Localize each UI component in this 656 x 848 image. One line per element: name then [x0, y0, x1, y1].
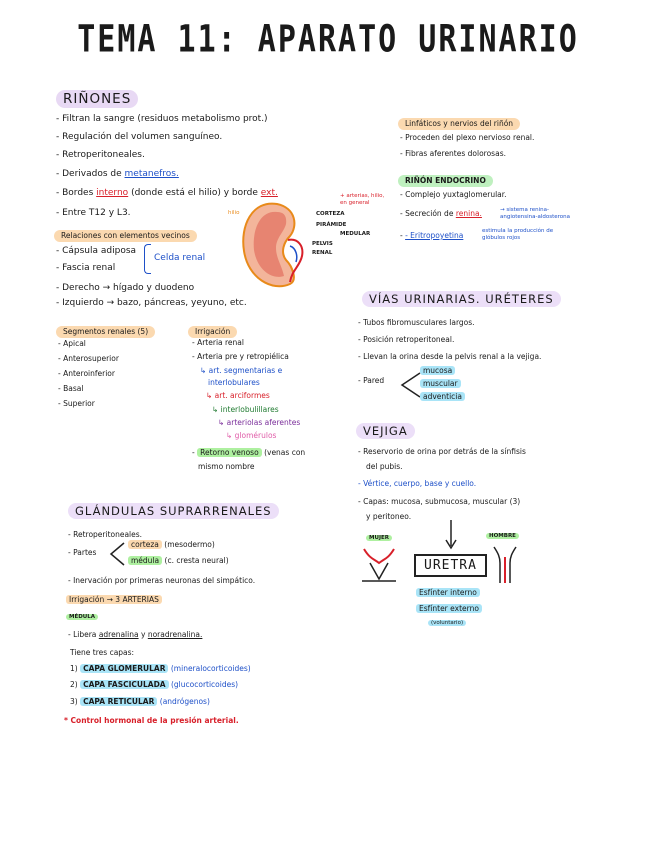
glomerulos-text: ↳ glomérulos: [226, 431, 277, 440]
interlobulillares-text: ↳ interlobulillares: [212, 405, 279, 414]
segmento-5: - Superior: [58, 399, 95, 408]
partes-bracket-icon: [108, 540, 126, 568]
esfinter-interno: Esfínter interno: [416, 588, 480, 598]
voluntario-label: (voluntario): [428, 620, 466, 627]
segmento-4: - Basal: [58, 384, 84, 393]
derecho-text: - Derecho → hígado y duodeno: [56, 283, 195, 293]
esfinter-externo: Esfínter externo: [416, 604, 482, 614]
rinones-item-3: - Retroperitoneales.: [56, 150, 145, 160]
capa-3: 3) CAPA RETICULAR (andrógenos): [70, 697, 210, 706]
retorno-venoso-text: - Retorno venoso (venas con: [192, 448, 306, 457]
arrow-down-icon: [444, 518, 458, 550]
capa-muscular: muscular: [420, 379, 461, 389]
corteza-text: corteza (mesodermo): [128, 540, 215, 550]
vejiga-item-1: - Reservorio de orina por detrás de la sínfisis: [358, 447, 526, 456]
arteria-renal-text: - Arteria renal: [192, 338, 244, 347]
eritropoyetina-note: estimula la producción de glóbulos rojos: [482, 228, 554, 241]
inervacion-text: - Inervación por primeras neuronas del simpático.: [68, 576, 256, 585]
brace-icon: [144, 244, 151, 274]
hilio-label: hilio: [228, 210, 240, 216]
pared-bracket-icon: [398, 370, 422, 400]
capa-adventicia: adventicia: [420, 392, 465, 402]
glandulas-partes: - Partes: [68, 548, 97, 557]
arteria-pre-text: - Arteria pre y retropiélica: [192, 352, 289, 361]
rinones-heading: RIÑONES: [56, 88, 138, 108]
segmentos-heading: Segmentos renales (5): [56, 319, 155, 338]
control-hormonal-text: * Control hormonal de la presión arterial.: [64, 716, 239, 725]
complejo-text: - Complejo yuxtaglomerular.: [400, 190, 507, 199]
corteza-label: CORTEZA: [316, 211, 345, 217]
arciformes-text: ↳ art. arciformes: [206, 391, 270, 400]
pelvis-label: PELVIS: [312, 241, 333, 247]
segmento-3: - Anteroinferior: [58, 369, 115, 378]
capa-1: 1) CAPA GLOMERULAR (mineralocorticoides): [70, 664, 251, 673]
hombre-label: HOMBRE: [486, 533, 519, 540]
eritropoyetina-text: - - Eritropoyetina: [400, 231, 464, 240]
capsula-text: - Cápsula adiposa: [56, 246, 137, 256]
vias-item-2: - Posición retroperitoneal.: [358, 335, 455, 344]
irrigacion-glandulas: Irrigación → 3 ARTERIAS: [66, 595, 162, 605]
uretra-box: URETRA: [414, 554, 487, 577]
vejiga-item-2: del pubis.: [366, 462, 403, 471]
glandulas-heading: GLÁNDULAS SUPRARRENALES: [68, 500, 279, 519]
relaciones-heading: Relaciones con elementos vecinos: [54, 223, 197, 242]
mujer-label: MUJER: [366, 535, 392, 542]
libera-text: - Libera adrenalina y noradrenalina.: [68, 630, 203, 639]
capa-2: 2) CAPA FASCICULADA (glucocorticoides): [70, 680, 239, 689]
vias-item-1: - Tubos fibromusculares largos.: [358, 318, 475, 327]
rinones-item-2: - Regulación del volumen sanguíneo.: [56, 132, 223, 142]
piramide-label: PIRÁMIDE: [316, 222, 347, 228]
medula-text: médula (c. cresta neural): [128, 556, 229, 566]
celda-renal-text: Celda renal: [154, 253, 206, 263]
page-title: TEMA 11: APARATO URINARIO: [77, 17, 579, 62]
rinones-item-1: - Filtran la sangre (residuos metabolismo prot.): [56, 114, 268, 124]
irrigacion-heading: Irrigación: [188, 319, 237, 338]
linfaticos-item-2: - Fibras aferentes dolorosas.: [400, 149, 506, 158]
segmento-2: - Anterosuperior: [58, 354, 119, 363]
interlobulares-text: interlobulares: [208, 378, 260, 387]
capa-mucosa: mucosa: [420, 366, 455, 376]
endocrino-heading: RIÑÓN ENDOCRINO: [398, 168, 493, 187]
uretra-hombre-icon: [490, 543, 520, 587]
pared-text: - Pared: [358, 376, 385, 385]
uretra-mujer-icon: [360, 545, 398, 585]
renina-note: → sistema renina-angiotensina-aldosterona: [500, 207, 571, 220]
kidney-diagram: [232, 196, 322, 296]
secrecion-text: - Secreción de renina.: [400, 209, 482, 218]
linfaticos-heading: Linfáticos y nervios del riñón: [398, 111, 520, 130]
izquierdo-text: - Izquierdo → bazo, páncreas, yeyuno, etc.: [56, 298, 247, 308]
vejiga-item-5: y peritoneo.: [366, 512, 412, 521]
rinones-item-5: - Bordes interno (donde está el hilio) y borde ext.: [56, 188, 278, 198]
glandulas-retro: - Retroperitoneales.: [68, 530, 143, 539]
renal-label: RENAL: [312, 250, 333, 256]
vejiga-item-4: - Capas: mucosa, submucosa, muscular (3): [358, 497, 521, 506]
fascia-text: - Fascia renal: [56, 263, 116, 273]
rinones-item-4: - Derivados de metanefros.: [56, 169, 179, 179]
vias-heading: VÍAS URINARIAS. URÉTERES: [362, 288, 561, 307]
medula-heading: MÉDULA: [66, 614, 98, 621]
art-segmentarias-text: ↳ art. segmentarias e: [200, 366, 283, 375]
medular-label: MEDULAR: [340, 231, 371, 237]
arterias-note: + arterias, hilio, en general: [340, 193, 385, 206]
metanefros-text: metanefros.: [124, 169, 179, 179]
retorno-venoso-text-2: mismo nombre: [198, 462, 255, 471]
arteriolas-text: ↳ arteriolas aferentes: [218, 418, 301, 427]
vejiga-item-3: - Vértice, cuerpo, base y cuello.: [358, 479, 477, 488]
tres-capas-text: Tiene tres capas:: [70, 648, 135, 657]
vejiga-heading: VEJIGA: [356, 420, 415, 439]
linfaticos-item-1: - Proceden del plexo nervioso renal.: [400, 133, 535, 142]
vias-item-3: - Llevan la orina desde la pelvis renal a la vejiga.: [358, 352, 542, 361]
rinones-item-6: - Entre T12 y L3.: [56, 208, 131, 218]
segmento-1: - Apical: [58, 339, 86, 348]
